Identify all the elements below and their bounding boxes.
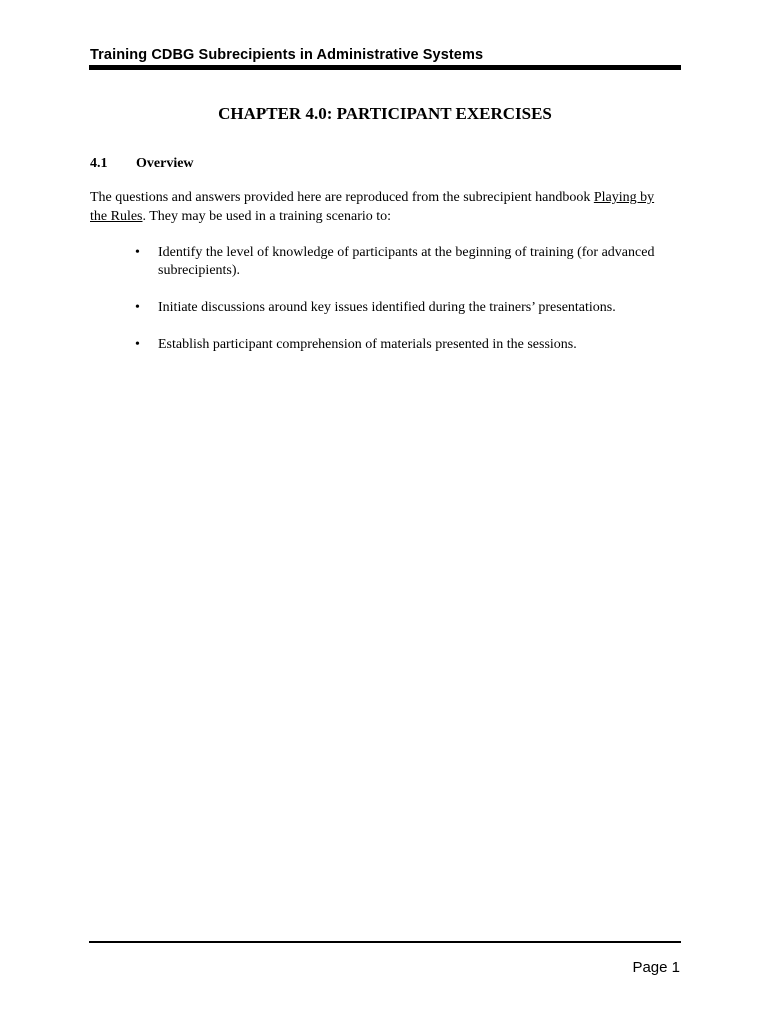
bullet-marker: •: [135, 245, 140, 260]
handbook-title: Playing by the Rules: [90, 190, 655, 224]
bullet-marker: •: [135, 300, 140, 315]
intro-text-after: . They may be used in a training scenario to:: [142, 209, 392, 224]
running-header-title: Training CDBG Subrecipients in Administrative Systems: [90, 47, 484, 63]
bullet-text: Initiate discussions around key issues identified during the trainers’ presentations.: [158, 300, 616, 315]
bullet-text: Identify the level of knowledge of participants at the beginning of training (for advanced subrecipients).: [158, 245, 655, 278]
header-rule: [89, 65, 681, 70]
chapter-title: CHAPTER 4.0: PARTICIPANT EXERCISES: [218, 104, 552, 123]
intro-text-before: The questions and answers provided here are reproduced from the subrecipient handbook: [90, 190, 594, 205]
page-number: Page 1: [632, 959, 680, 976]
section-number: 4.1: [90, 156, 108, 171]
intro-paragraph: [90, 188, 670, 226]
section-title: Overview: [136, 156, 194, 171]
footer-rule: [89, 941, 681, 943]
bullet-text: Establish participant comprehension of materials presented in the sessions.: [158, 337, 577, 352]
bullet-marker: •: [135, 337, 140, 352]
